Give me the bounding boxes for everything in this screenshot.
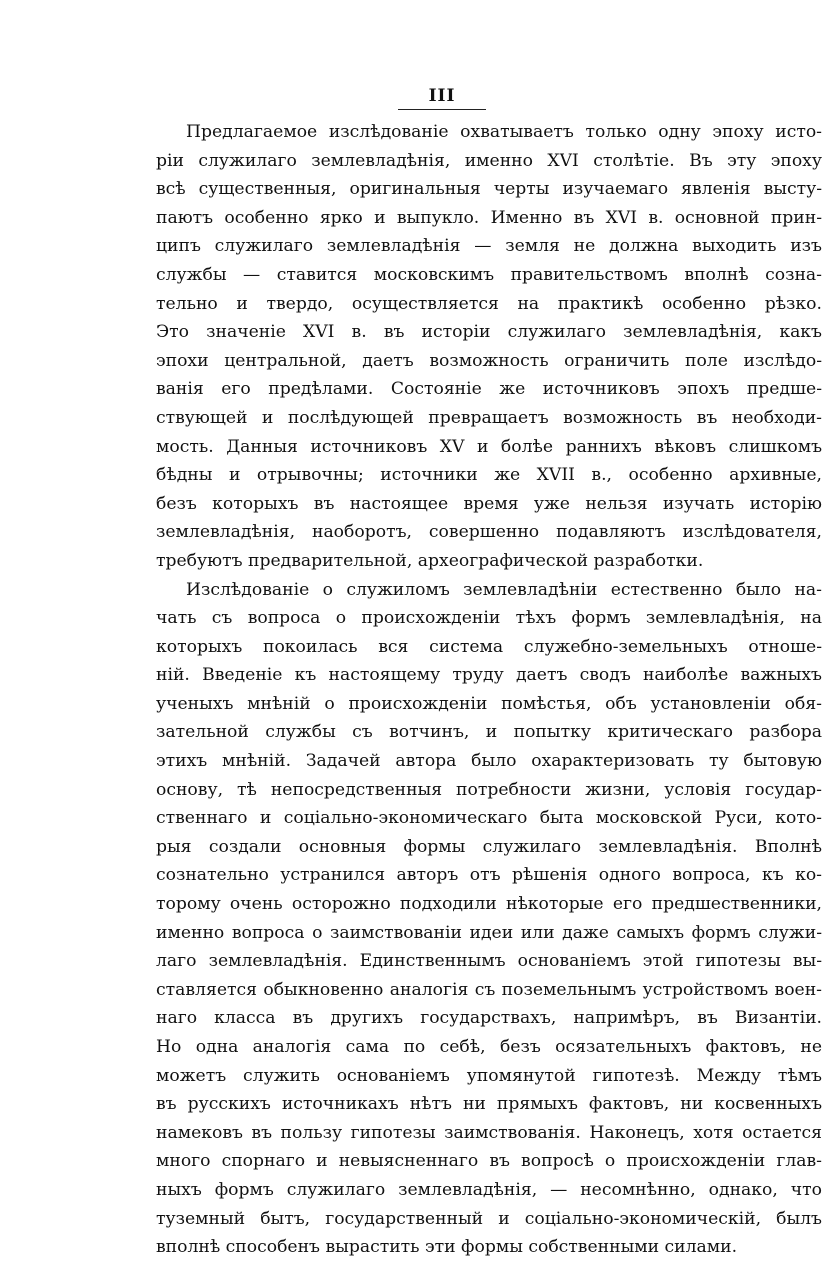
text-line: именно вопроса о заимствованіи идеи или даже самыхъ формъ служи- xyxy=(156,922,822,943)
text-line: эпохи центральной, даетъ возможность ограничить поле изслѣдо- xyxy=(156,350,822,371)
text-line: безъ которыхъ въ настоящее время уже нельзя изучать исторію xyxy=(156,493,822,514)
text-line: службы — ставится московскимъ правительствомъ вполнѣ созна- xyxy=(156,264,822,285)
page-number: III xyxy=(428,86,456,106)
text-line: ственнаго и соціально-экономическаго быта московской Руси, кото- xyxy=(156,808,822,829)
text-line: ученыхъ мнѣній о происхожденіи помѣстья, объ установленіи обя- xyxy=(156,693,822,714)
text-line: лаго землевладѣнія. Единственнымъ основаніемъ этой гипотезы вы- xyxy=(156,951,822,972)
text-line: ріи служилаго землевладѣнія, именно XVI столѣтіе. Въ эту эпоху xyxy=(156,150,822,171)
paragraph xyxy=(156,118,822,576)
text-line: Предлагаемое изслѣдованіе охватываетъ только одну эпоху исто- xyxy=(186,122,822,142)
text-line: много спорнаго и невыясненнаго въ вопросѣ о происхожденіи глав- xyxy=(156,1151,822,1172)
text-line: этихъ мнѣній. Задачей автора было охарактеризовать ту бытовую xyxy=(156,751,822,772)
text-line: требуютъ предварительной, археографической разработки. xyxy=(156,550,704,571)
text-line: туземный бытъ, государственный и соціально-экономическій, былъ xyxy=(156,1208,822,1229)
text-line: чать съ вопроса о происхожденіи тѣхъ формъ землевладѣнія, на xyxy=(156,608,822,629)
text-line: ствующей и послѣдующей превращаетъ возможность въ необходи- xyxy=(156,407,822,428)
text-line: основу, тѣ непосредственныя потребности жизни, условія государ- xyxy=(156,779,822,800)
text-line: тельно и твердо, осуществляется на практикѣ особенно рѣзко. xyxy=(156,293,822,314)
text-line: торому очень осторожно подходили нѣкоторые его предшественники, xyxy=(156,894,822,915)
text-line: мость. Данныя источниковъ XV и болѣе раннихъ вѣковъ слишкомъ xyxy=(156,436,822,457)
text-line: ній. Введеніе къ настоящему труду даетъ сводъ наиболѣе важныхъ xyxy=(156,665,822,686)
text-line: Но одна аналогія сама по себѣ, безъ осязательныхъ фактовъ, не xyxy=(156,1037,822,1057)
text-line: паютъ особенно ярко и выпукло. Именно въ XVI в. основной прин- xyxy=(156,207,822,228)
text-line: сознательно устранился авторъ отъ рѣшенія одного вопроса, къ ко- xyxy=(156,865,822,886)
text-line: ванія его предѣлами. Состояніе же источниковъ эпохъ предше- xyxy=(156,379,822,400)
text-line: вполнѣ способенъ вырастить эти формы собственными силами. xyxy=(156,1237,738,1258)
text-line: рыя создали основныя формы служилаго землевладѣнія. Вполнѣ xyxy=(156,836,822,857)
text-line: которыхъ покоилась вся система служебно-земельныхъ отноше- xyxy=(156,636,822,657)
text-line: намековъ въ пользу гипотезы заимствованія. Наконецъ, хотя остается xyxy=(156,1122,822,1143)
text-line: землевладѣнія, наоборотъ, совершенно подавляютъ изслѣдователя, xyxy=(156,522,822,543)
text-line: въ русскихъ источникахъ нѣтъ ни прямыхъ фактовъ, ни косвенныхъ xyxy=(156,1094,822,1115)
text-line: ставляется обыкновенно аналогія съ поземельнымъ устройствомъ воен- xyxy=(156,979,822,1000)
text-line: всѣ существенныя, оригинальныя черты изучаемаго явленія высту- xyxy=(156,179,822,200)
text-line: можетъ служить основаніемъ упомянутой гипотезѣ. Между тѣмъ xyxy=(156,1065,822,1086)
text-line: ныхъ формъ служилаго землевладѣнія, — несомнѣнно, однако, что xyxy=(156,1179,822,1200)
body-text xyxy=(156,118,822,1262)
text-line: Изслѣдованіе о служиломъ землевладѣніи естественно было на- xyxy=(186,579,822,600)
text-line: зательной службы съ вотчинъ, и попытку критическаго разбора xyxy=(156,722,822,743)
text-line: Это значеніе XVI в. въ исторіи служилаго землевладѣнія, какъ xyxy=(156,322,822,343)
paragraph-container xyxy=(156,118,822,1262)
text-line: наго класса въ другихъ государствахъ, напримѣръ, въ Византіи. xyxy=(156,1008,822,1029)
text-line: ципъ служилаго землевладѣнія — земля не должна выходить изъ xyxy=(156,236,822,257)
text-line: бѣдны и отрывочны; источники же XVII в., особенно архивные, xyxy=(156,465,822,486)
header-rule xyxy=(398,109,486,110)
paragraph xyxy=(156,576,822,1262)
